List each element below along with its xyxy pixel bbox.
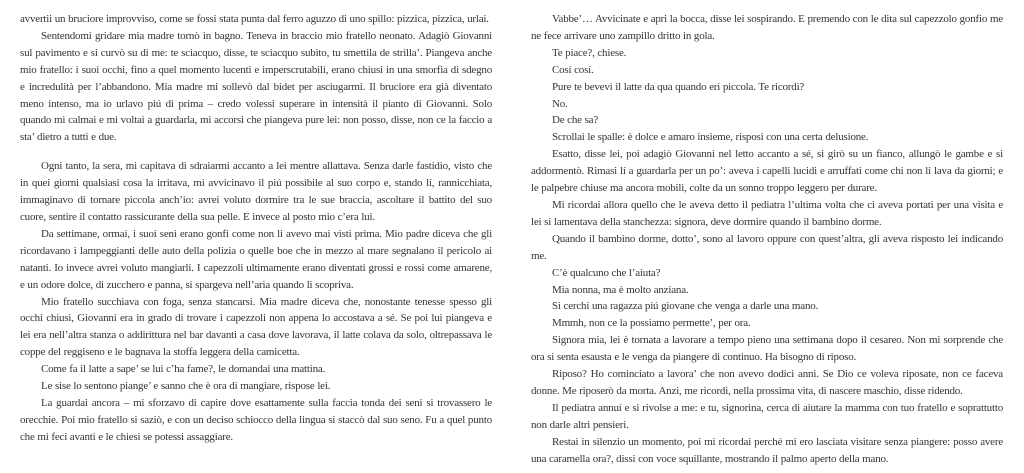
paragraph: La guardai ancora – mi sforzavo di capire dove esattamente sulla faccia tonda dei seni si trovassero le orecchie. Poi mio fratello si saziò, e con un deciso schiocco della lingua si staccò dal suo seno. Fu a quel punto che mi feci avanti e le chiesi se potessi assaggiare. <box>20 396 492 443</box>
paragraph: Scrollai le spalle: è dolce e amaro insieme, risposi con una certa delusione. <box>552 131 869 144</box>
paragraph: Esatto, disse lei, poi adagiò Giovanni nel letto accanto a sé, si girò su un fianco, allungò le gambe e si addormentò. Rimasi lí a guardarla per un po’: aveva i capelli lucidi e arruffati come chi non li lava da giorni; e le palpebre chiuse ma ancora mobili, colte da un sonno troppo leggero per durare. <box>531 148 1003 195</box>
paragraph: Come fa il latte a sape’ se lui c’ha fame?, le domandai una mattina. <box>41 363 326 376</box>
paragraph: De che sa? <box>552 114 599 127</box>
page-right <box>531 11 1003 473</box>
paragraph: Si cerchi una ragazza piú giovane che venga a darle una mano. <box>552 300 819 313</box>
paragraph: Pure te bevevi il latte da qua quando eri piccola. Te ricordi? <box>552 80 805 93</box>
paragraph: Vabbe’… Avvicinate e apri la bocca, disse lei sospirando. E premendo con le dita sul capezzolo gonfio me ne fece arrivare uno zampillo dritto in gola. <box>531 13 1003 42</box>
page-left <box>20 11 492 473</box>
paragraph: Le sise lo sentono piange’ e sanno che è ora di mangiare, rispose lei. <box>41 380 331 393</box>
paragraph: Mi ricordai allora quello che le aveva detto il pediatra l’ultima volta che ci aveva portati per una visita e lei si lamentava della stanchezza: signora, deve dormire quando il bambino dorme. <box>531 198 1003 228</box>
paragraph: Signora mia, lei è tornata a lavorare a tempo pieno una settimana dopo il cesareo. Non mi sorprende che ora si senta esausta e le venga da piangere di continuo. Ha bisogno di riposo. <box>531 334 1003 364</box>
paragraph: C’è qualcuno che l’aiuta? <box>552 266 661 279</box>
paragraph: Cosí cosí. <box>552 63 594 76</box>
paragraph: Mmmh, non ce la possiamo permette’, per ora. <box>552 317 751 330</box>
paragraph: Da settimane, ormai, i suoi seni erano gonfi come non li avevo mai visti prima. Mio padre diceva che gli ricordavano i lampeggianti delle auto della polizia o quelle boe che in mezzo al mare segnalano il pericolo ai natanti. Io invece avrei voluto mangiarli. I capezzoli ultimamente erano diventati grossi e rossi come amarene, e un odore dolce, di zucchero e panna, si spargeva nell’aria quando li scopriva. <box>20 227 492 291</box>
paragraph: No. <box>552 97 568 110</box>
paragraph: Sentendomi gridare mia madre tornò in bagno. Teneva in braccio mio fratello neonato. Adagiò Giovanni sul pavimento e si curvò su di me: te sciacquo, disse, te sciacquo subito, tu smettila de strilla’. Piangeva anche mio fratello: i suoi occhi, fino a quel momento lucenti e imperscrutabili, erano chiusi in una smorfia di sdegno e incredulità per l’abbandono. Mia madre mi sollevò dal bidet per asciugarmi. Il bruciore era già diventato meno intenso, ma io urlavo piú di prima – credo volessi superare in intensità il pianto di Giovanni. Solo quando mi calmai e mi voltai a guardarla, mi accorsi che piangeva pure lei: non posso, disse, non ce la faccio a sta’ dietro a tutti e due. <box>20 29 492 144</box>
paragraph: Riposo? Ho cominciato a lavora’ che non avevo dodici anni. Se Dio ce voleva riposate, non ce faceva donne. Me riposerò da morta. Anzi, me ricordi, nella prossima vita, di nascere maschio, disse ridendo. <box>531 368 1003 397</box>
paragraph: Il pediatra annuí e si rivolse a me: e tu, signorina, cerca di aiutare la mamma con tuo fratello e soprattutto non darle altri pensieri. <box>531 401 1003 431</box>
paragraph: Quando il bambino dorme, dotto’, sono al lavoro oppure con quest’altra, gli aveva risposto lei indicando me. <box>531 232 1003 262</box>
paragraph: Ogni tanto, la sera, mi capitava di sdraiarmi accanto a lei mentre allattava. Senza darle fastidio, visto che in quei giorni qualsiasi cosa la irritava, mi avvicinavo il piú possibile al suo corpo e, stando lí, rannicchiata, immaginavo di tornare piccola anch’io: avrei voluto dormire tra le sue braccia, ascoltare il battito del suo cuore, sentire il contatto rassicurante della sua pelle. E invece al posto mio c’era lui. <box>20 160 492 223</box>
paragraph: avvertii un bruciore improvviso, come se fossi stata punta dal ferro aguzzo di uno spillo: pizzica, pizzica, urlai. <box>20 13 489 25</box>
paragraph: Mio fratello succhiava con foga, senza stancarsi. Mia madre diceva che, nonostante tenesse spesso gli occhi chiusi, Giovanni era in grado di trovare i capezzoli non appena lo accostava a sé. Se poi lui piangeva e lei era nell’altra stanza o addirittura nel bar davanti a casa dove lavorava, il latte colava da solo, oltrepassava le coppe del reggiseno e le bagnava la stoffa leggera della camicetta. <box>20 295 492 359</box>
paragraph: Mia nonna, ma è molto anziana. <box>552 283 689 296</box>
paragraph: Restai in silenzio un momento, poi mi ricordai perché mi ero lasciata visitare senza piangere: posso avere una caramella ora?, dissi con voce squillante, mostrando il palmo aperto della mano. <box>531 435 1003 465</box>
paragraph: Te piace?, chiese. <box>552 46 627 59</box>
